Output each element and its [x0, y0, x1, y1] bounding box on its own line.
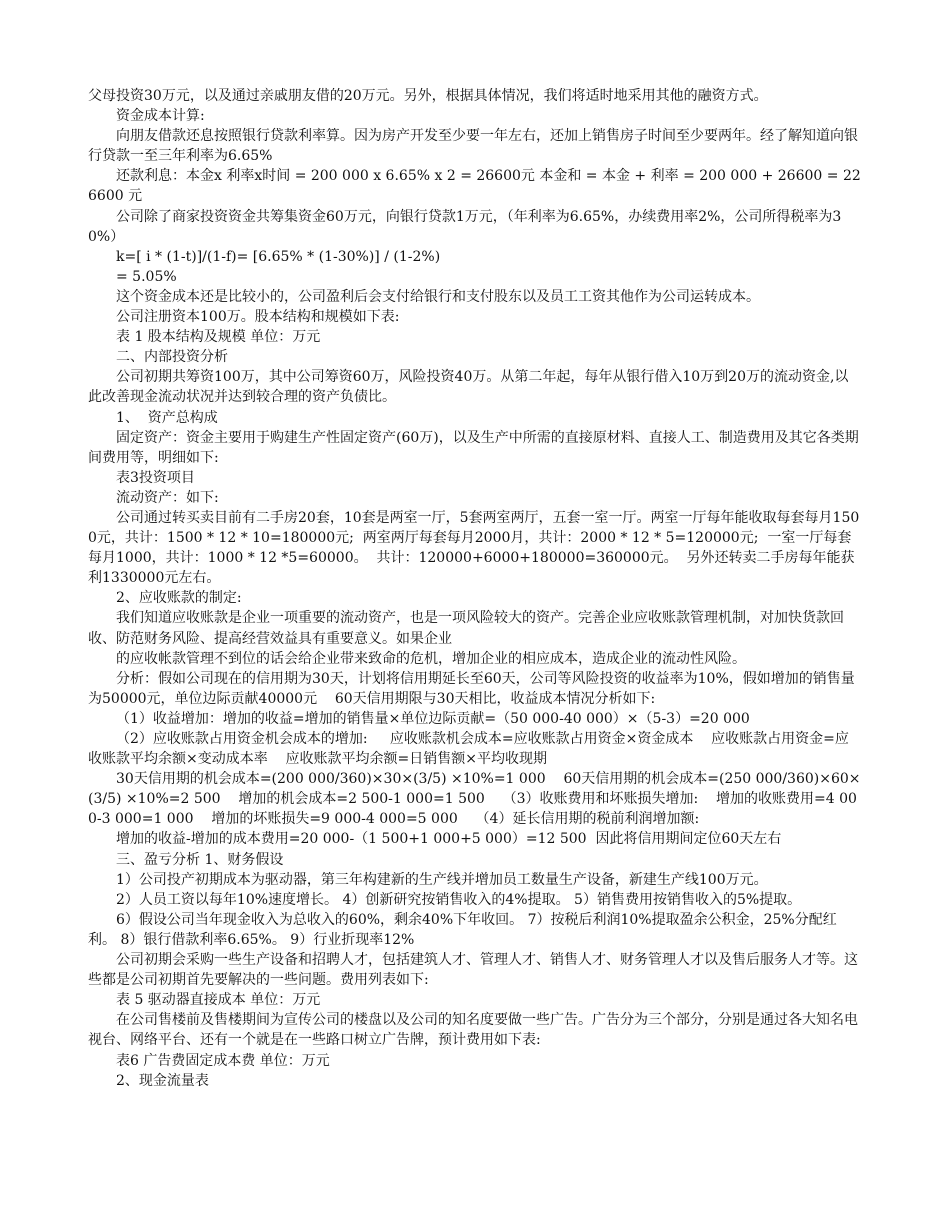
- paragraph: 分析：假如公司现在的信用期为30天，计划将信用期延长至60天，公司等风险投资的收益率为10%，假如增加的销售量为50000元，单位边际贡献40000元 60天信用期限与30天相比，收益成本情况分析如下:: [88, 670, 855, 707]
- paragraph: 三、盈亏分析 1、财务假设: [116, 851, 284, 868]
- paragraph: 向朋友借款还息按照银行贷款利率算。因为房产开发至少要一年左右，还加上销售房子时间至少要两年。经了解知道向银行贷款一至三年利率为6.65%: [88, 128, 858, 165]
- paragraph: 二、内部投资分析: [116, 349, 228, 366]
- paragraph: = 5.05%: [116, 268, 177, 285]
- paragraph: k=[ i * (1-t)]/(1-f)= [6.65% * (1-30%)] / (1-2%): [116, 248, 441, 265]
- paragraph: 流动资产：如下:: [116, 489, 219, 506]
- paragraph: 的应收帐款管理不到位的话会给企业带来致命的危机，增加企业的相应成本，造成企业的流动性风险。: [116, 650, 746, 667]
- paragraph: 1、 资产总构成: [116, 409, 218, 426]
- paragraph: 公司除了商家投资资金共筹集资金60万元，向银行贷款1万元，（年利率为6.65%，办续费用率2%，公司所得税率为30%）: [88, 208, 842, 245]
- paragraph: 资金成本计算:: [116, 108, 205, 125]
- paragraph: 还款利息：本金x 利率x时间 = 200 000 x 6.65% x 2 = 26600元 本金和 = 本金 + 利率 = 200 000 + 26600 = 226600 元: [88, 168, 861, 205]
- paragraph: 公司通过转买卖目前有二手房20套，10套是两室一厅，5套两室两厅，五套一室一厅。两室一厅每年能收取每套每月1500元，共计：1500 * 12 * 10=180000元; 两室两厅每套每月2000月，共计：2000 * 12 * 5=120000元; 一室一厅每套每月1000，共计：1000 * 12 *5=60000。 共计：120000+6000+180000=360000元。 另外还转卖二手房每年能获利1330000元左右。: [88, 509, 860, 587]
- paragraph: 表 5 驱动器直接成本 单位：万元: [116, 992, 321, 1009]
- paragraph: 2、应收账款的制定:: [116, 590, 242, 607]
- paragraph: 2）人员工资以每年10%速度增长。 4）创新研究按销售收入的4%提取。 5）销售费用按销售收入的5%提取。: [116, 891, 802, 908]
- paragraph: 30天信用期的机会成本=(200 000/360)×30×(3/5) ×10%=1 000 60天信用期的机会成本=(250 000/360)×60×(3/5) ×10%=2 500 增加的机会成本=2 500-1 000=1 500 （3）收账费用和坏账损失增加: 增加的收账费用=4 000-3 000=1 000 增加的坏账损失=9 000-4 000=5 000 （4）延长信用期的税前利润增加额:: [88, 771, 861, 828]
- paragraph: 这个资金成本还是比较小的，公司盈利后会支付给银行和支付股东以及员工工资其他作为公司运转成本。: [116, 288, 760, 305]
- paragraph: 增加的收益-增加的成本费用=20 000-（1 500+1 000+5 000）=12 500 因此将信用期间定位60天左右: [116, 831, 782, 848]
- paragraph: 固定资产：资金主要用于购建生产性固定资产(60万)，以及生产中所需的直接原材料、直接人工、制造费用及其它各类期间费用等，明细如下:: [88, 429, 859, 466]
- document-body: [88, 86, 862, 1091]
- paragraph: 1）公司投产初期成本为驱动器，第三年构建新的生产线并增加员工数量生产设备，新建生产线100万元。: [116, 871, 768, 888]
- paragraph: （1）收益增加：增加的收益=增加的销售量×单位边际贡献=（50 000-40 000）×（5-3）=20 000: [116, 710, 750, 727]
- paragraph: 2、现金流量表: [116, 1072, 209, 1089]
- paragraph: 表6 广告费固定成本费 单位：万元: [116, 1052, 330, 1069]
- paragraph: 6）假设公司当年现金收入为总收入的60%，剩余40%下年收回。 7）按税后利润10%提取盈余公积金，25%分配红利。 8）银行借款利率6.65%。 9）行业折现率12%: [88, 911, 837, 948]
- paragraph: 公司初期会采购一些生产设备和招聘人才，包括建筑人才、管理人才、销售人才、财务管理人才以及售后服务人才等。这些都是公司初期首先要解决的一些问题。费用列表如下:: [88, 952, 858, 989]
- paragraph: 表3投资项目: [116, 469, 195, 486]
- paragraph: 父母投资30万元，以及通过亲戚朋友借的20万元。另外，根据具体情况，我们将适时地采用其他的融资方式。: [88, 88, 768, 104]
- paragraph: （2）应收账款占用资金机会成本的增加: 应收账款机会成本=应收账款占用资金×资金成本 应收账款占用资金=应收账款平均余额×变动成本率 应收账款平均余额=日销售额×平均收现期: [88, 731, 849, 768]
- paragraph: 公司注册资本100万。股本结构和规模如下表:: [116, 309, 400, 326]
- paragraph: 在公司售楼前及售楼期间为宣传公司的楼盘以及公司的知名度要做一些广告。广告分为三个部分，分别是通过各大知名电视台、网络平台、还有一个就是在一些路口树立广告牌，预计费用如下表:: [88, 1012, 858, 1049]
- paragraph: 我们知道应收账款是企业一项重要的流动资产，也是一项风险较大的资产。完善企业应收账款管理机制，对加快货款回收、防范财务风险、提高经营效益具有重要意义。如果企业: [88, 610, 844, 647]
- paragraph: 公司初期共筹资100万，其中公司筹资60万，风险投资40万。从第二年起，每年从银行借入10万到20万的流动资金,以此改善现金流动状况并达到较合理的资产负债比。: [88, 369, 849, 406]
- paragraph: 表 1 股本结构及规模 单位：万元: [116, 329, 321, 346]
